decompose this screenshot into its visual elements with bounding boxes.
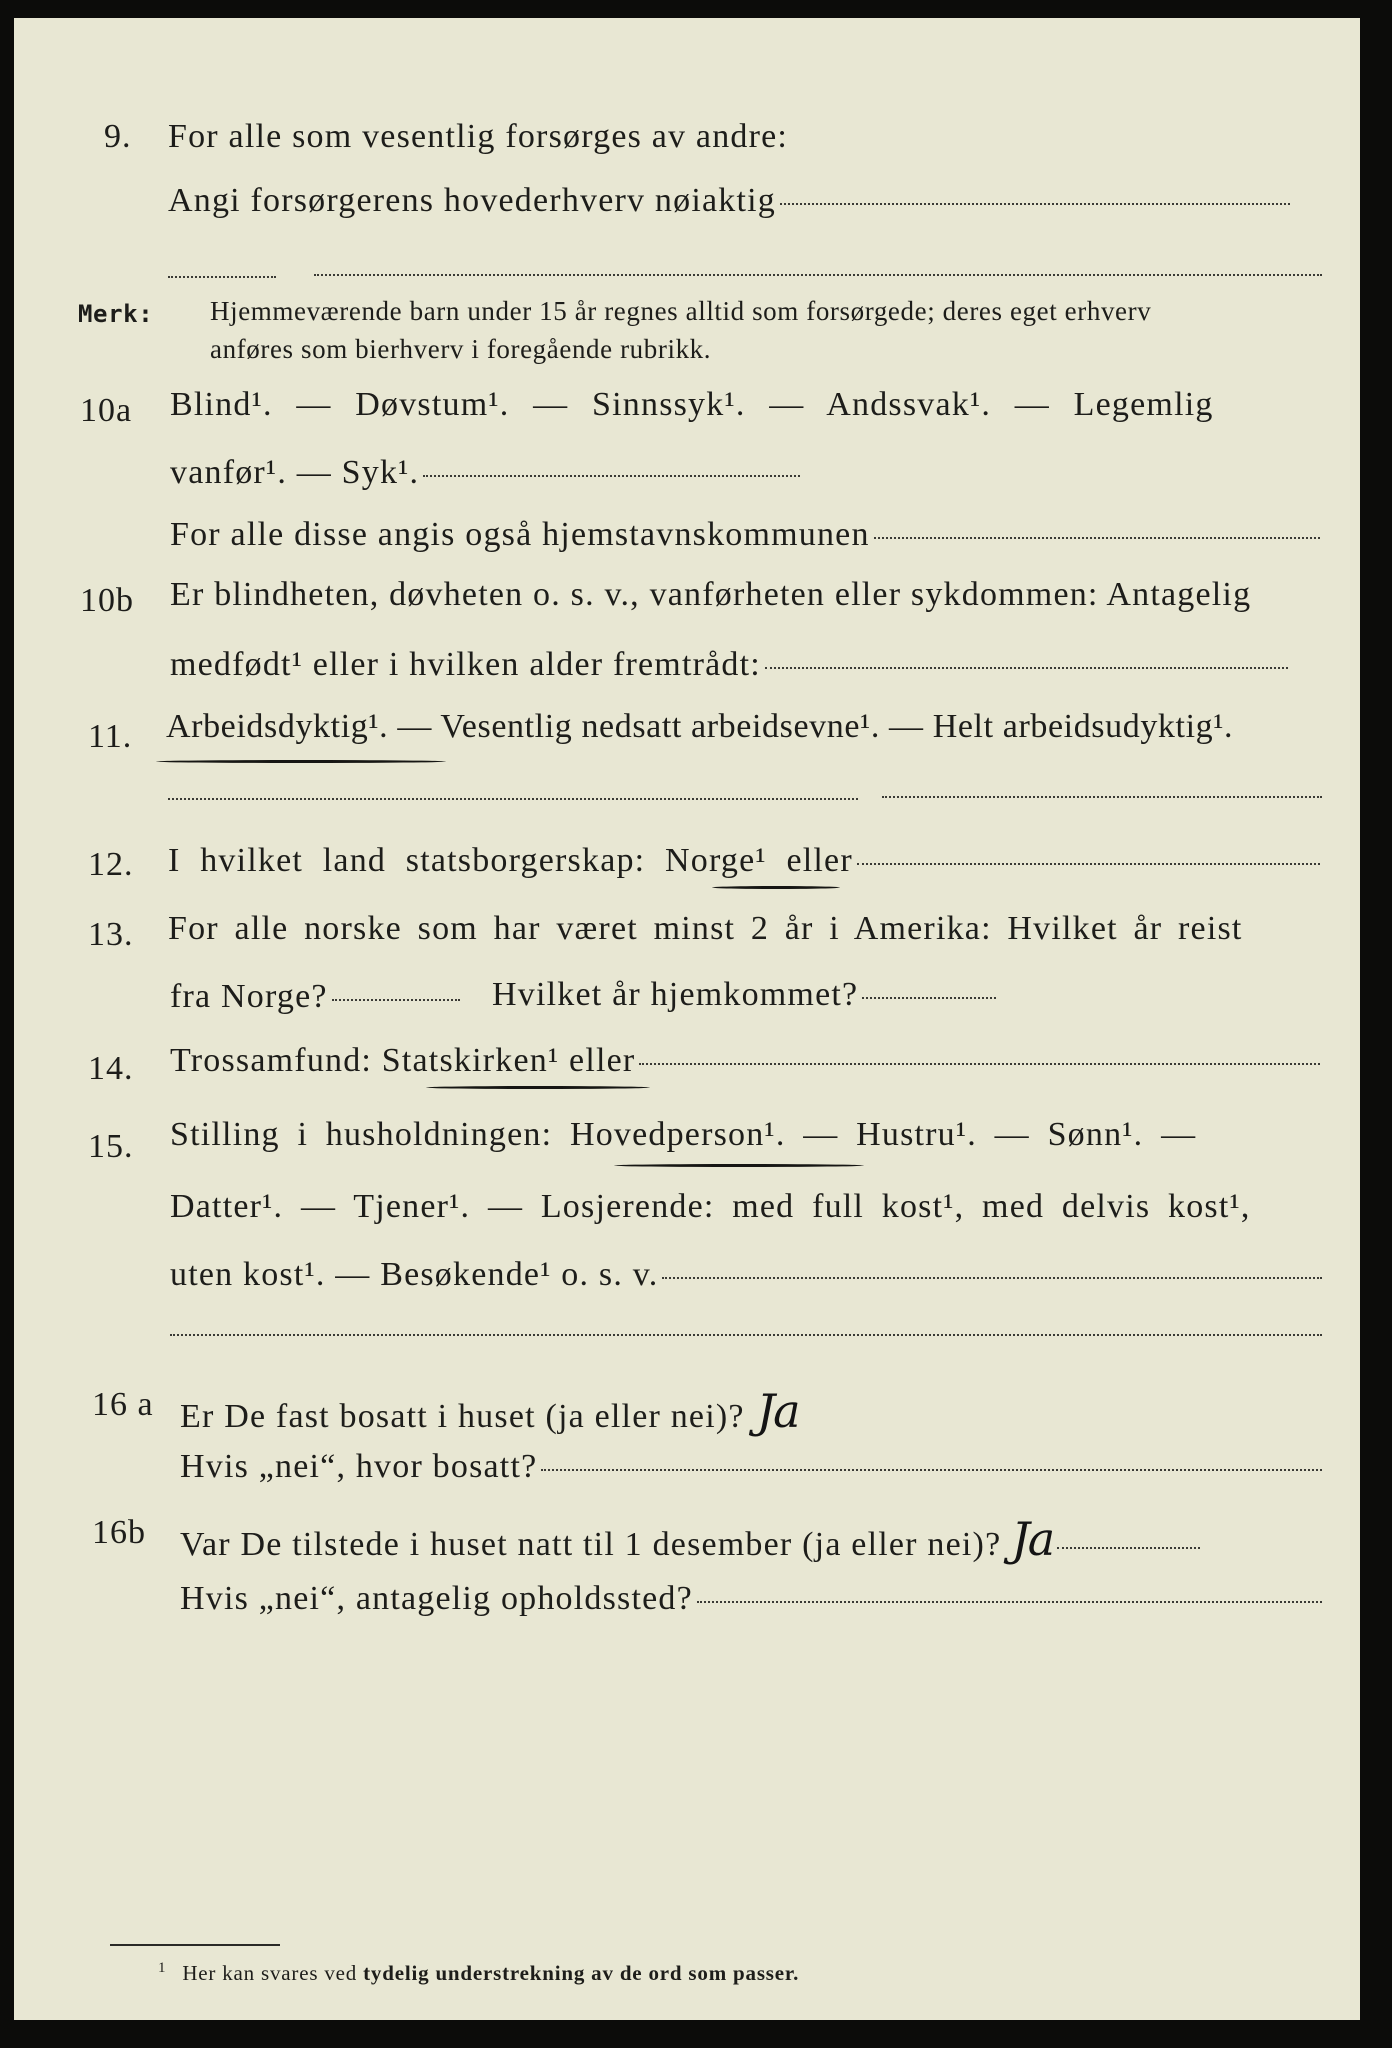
question-number-14: 14. — [88, 1050, 134, 1087]
merk-note-line2: anføres som bierhverv i foregående rubrikk. — [210, 334, 712, 364]
footnote-text-bold: tydelig understrekning av de ord som passer. — [363, 1961, 800, 1985]
q14-answer-field[interactable] — [639, 1063, 1320, 1065]
q13-hjemkommet-year-field[interactable] — [862, 997, 996, 999]
q16a-text-line2: Hvis „nei“, hvor bosatt? — [180, 1448, 1322, 1486]
census-form-page — [14, 18, 1360, 2020]
q10a-hjemstavn-field[interactable] — [874, 537, 1320, 539]
merk-note-line1: Hjemmeværende barn under 15 år regnes alltid som forsørgede; deres eget erhverv — [210, 296, 1152, 326]
q15-answer-field-continued[interactable] — [170, 1334, 1322, 1336]
q10a-text-line3: For alle disse angis også hjemstavnskommunen — [170, 516, 1320, 554]
q12-answer-field[interactable] — [857, 863, 1320, 865]
q15-text-line2: Datter¹. — Tjener¹. — Losjerende: med full kost¹, med delvis kost¹, — [170, 1188, 1251, 1225]
q10a-answer-field[interactable] — [423, 475, 800, 477]
q11-text-line1: Arbeidsdyktig¹. — Vesentlig nedsatt arbeidsevne¹. — Helt arbeidsudyktig¹. — [166, 708, 1234, 745]
q10a-text-line1: Blind¹. — Døvstum¹. — Sinnssyk¹. — Andssvak¹. — Legemlig — [170, 386, 1214, 423]
q13-reist-year-field[interactable] — [332, 999, 460, 1001]
q11-answer-field-continued[interactable] — [882, 796, 1322, 798]
question-number-10b: 10b — [80, 582, 134, 619]
question-number-16b: 16b — [92, 1514, 146, 1551]
question-number-12: 12. — [88, 846, 134, 883]
q11-answer-field[interactable] — [168, 798, 858, 800]
q16a-text-line1: Er De fast bosatt i huset (ja eller nei)? Ja — [180, 1384, 799, 1438]
q16b-text-line2: Hvis „nei“, antagelig opholdssted? — [180, 1580, 1322, 1618]
q10b-answer-field[interactable] — [765, 667, 1288, 669]
question-number-9: 9. — [104, 118, 132, 155]
question-number-11: 11. — [88, 718, 133, 755]
footnote-mark: 1 — [158, 1960, 167, 1976]
q9-answer-field[interactable] — [780, 203, 1290, 205]
q14-text-line1: Trossamfund: Statskirken¹ eller — [170, 1042, 1320, 1080]
q13-text-line1: For alle norske som har været minst 2 år i Amerika: Hvilket år reist — [168, 910, 1243, 947]
q16b-opholdssted-field[interactable] — [697, 1601, 1322, 1603]
handwritten-underline-arbeidsdyktig — [156, 760, 446, 763]
handwritten-underline-norge — [712, 886, 840, 889]
q16b-handwritten-answer[interactable]: Ja — [1011, 1512, 1054, 1566]
q16b-text-line1: Var De tilstede i huset natt til 1 desember (ja eller nei)? Ja — [180, 1512, 1200, 1566]
merk-label: Merk: — [78, 300, 154, 328]
q13-text-line2a: fra Norge? — [170, 978, 460, 1016]
question-number-10a: 10a — [80, 392, 133, 429]
footnote-divider — [110, 1944, 280, 1946]
q15-text-line3: uten kost¹. — Besøkende¹ o. s. v. — [170, 1256, 1322, 1294]
q16a-handwritten-answer[interactable]: Ja — [756, 1384, 799, 1438]
q12-text-line1: I hvilket land statsborgerskap: Norge¹ eller — [168, 842, 1320, 880]
handwritten-underline-hovedperson — [614, 1164, 864, 1167]
q15-answer-field[interactable] — [662, 1277, 1322, 1279]
question-number-13: 13. — [88, 916, 134, 953]
footnote-text-plain: Her kan svares ved — [182, 1961, 358, 1985]
question-number-16a: 16 a — [92, 1386, 154, 1423]
q16a-bosatt-field[interactable] — [541, 1469, 1322, 1471]
q10b-text-line1: Er blindheten, døvheten o. s. v., vanførheten eller sykdommen: Antagelig — [170, 576, 1252, 613]
q9-text-line1: For alle som vesentlig forsørges av andre: — [168, 118, 789, 155]
footnote — [158, 1960, 799, 1986]
q10b-text-line2: medfødt¹ eller i hvilken alder fremtrådt: — [170, 646, 1288, 684]
q15-text-line1: Stilling i husholdningen: Hovedperson¹. — Hustru¹. — Sønn¹. — — [170, 1116, 1197, 1153]
q9-answer-field-continued[interactable] — [168, 276, 276, 278]
handwritten-underline-statskirken — [426, 1086, 650, 1089]
q10a-text-line2: vanfør¹. — Syk¹. — [170, 454, 800, 492]
q13-text-line2b: Hvilket år hjemkommet? — [492, 976, 996, 1014]
q9-answer-field-continued-2[interactable] — [314, 274, 1322, 276]
q16b-answer-field[interactable] — [1057, 1547, 1200, 1549]
question-number-15: 15. — [88, 1128, 134, 1165]
q9-text-line2: Angi forsørgerens hovederhverv nøiaktig — [168, 182, 1290, 220]
